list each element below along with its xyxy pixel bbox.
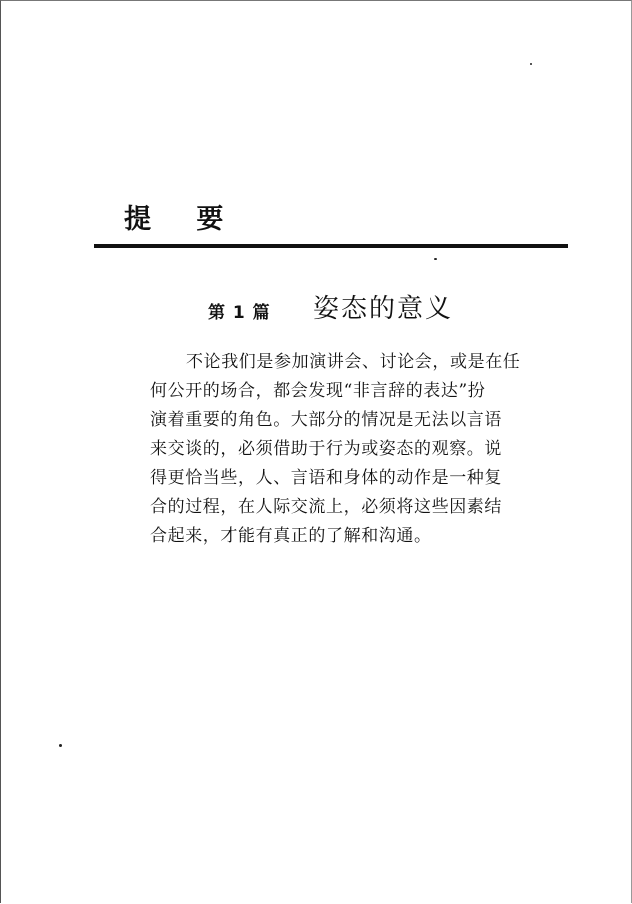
body-line: 不论我们是参加演讲会、讨论会，或是在任 xyxy=(186,352,521,372)
body-paragraph xyxy=(150,348,520,551)
chapter-name: 姿态的意义 xyxy=(313,294,454,324)
scan-speck xyxy=(530,63,532,65)
heading-rule xyxy=(94,244,568,248)
chapter-title xyxy=(208,288,508,328)
body-line: 合起来，才能有真正的了解和沟通。 xyxy=(150,526,432,546)
scan-speck xyxy=(59,744,62,747)
scan-speck xyxy=(434,258,437,260)
body-line: 演着重要的角色。大部分的情况是无法以言语 xyxy=(150,410,502,430)
body-line: 何公开的场合，都会发现“非言辞的表达”扮 xyxy=(150,381,486,401)
chapter-number: 第 1 篇 xyxy=(208,303,271,323)
body-line: 得更恰当些，人、言语和身体的动作是一种复 xyxy=(150,468,502,488)
body-line: 来交谈的，必须借助于行为或姿态的观察。说 xyxy=(150,439,502,459)
body-line: 合的过程，在人际交流上，必须将这些因素结 xyxy=(150,497,502,517)
section-heading: 提 要 xyxy=(124,204,242,235)
